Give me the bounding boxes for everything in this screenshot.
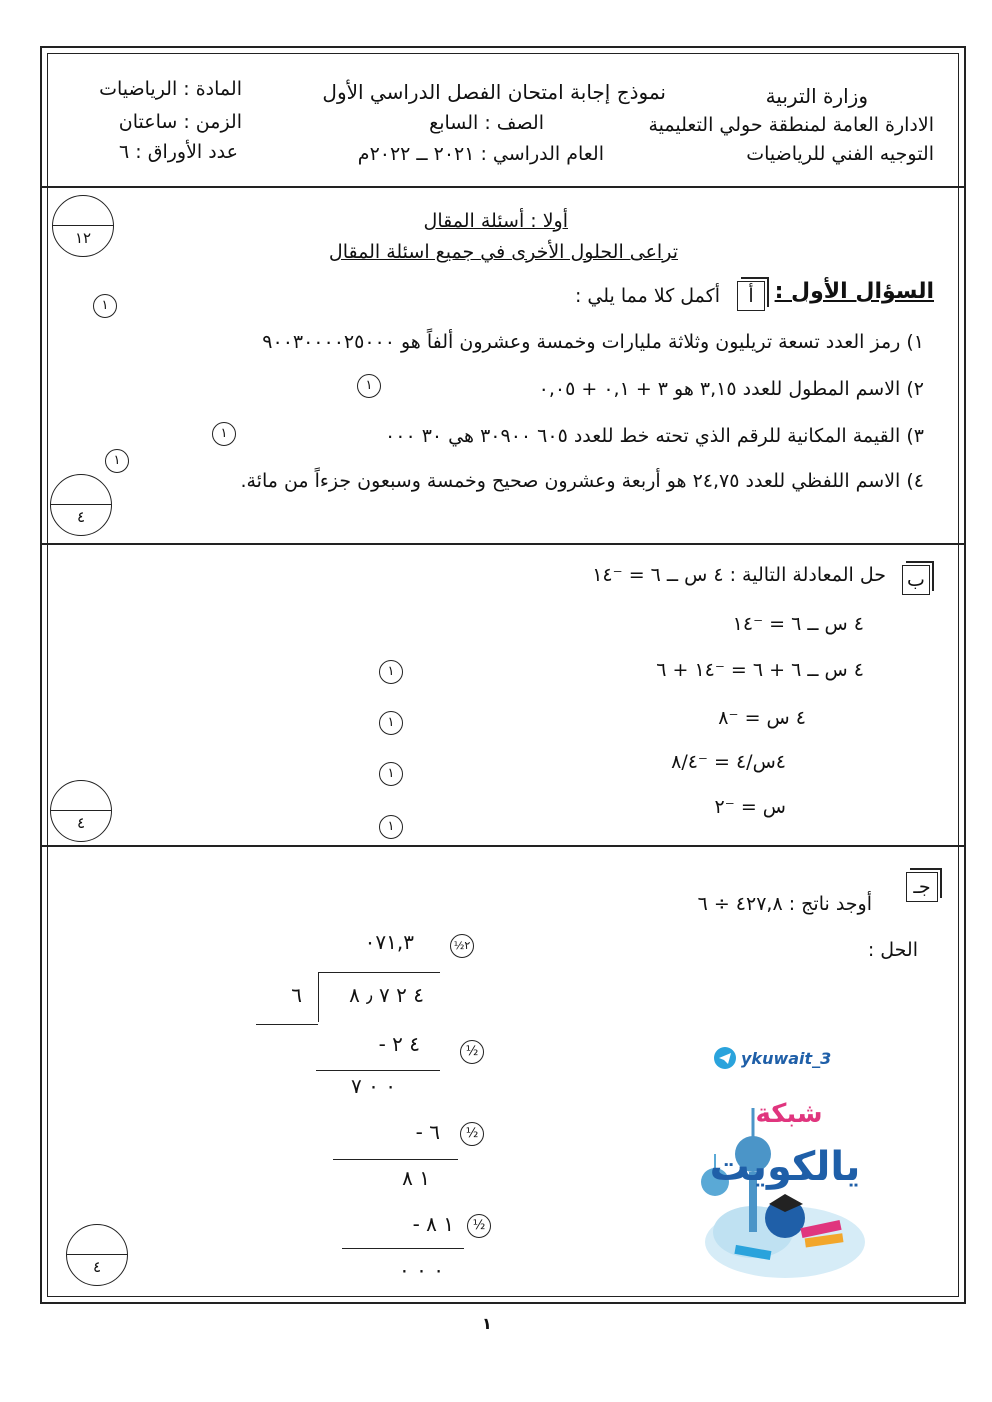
division-quotient: ٠٧١,٣ bbox=[364, 930, 414, 954]
part-a-score-value: ٤ bbox=[76, 508, 86, 526]
part-b-mark-1: ١ bbox=[379, 660, 403, 684]
part-c-mark-3: ½ bbox=[460, 1122, 484, 1146]
part-b-divider bbox=[40, 845, 966, 847]
division-line-1 bbox=[316, 1070, 440, 1071]
division-row-4: ١ ٨ bbox=[402, 1166, 430, 1190]
header-exam-title: نموذج إجابة امتحان الفصل الدراسي الأول bbox=[322, 80, 666, 104]
part-a-item-2: ٢) الاسم المطول للعدد ٣,١٥ هو ٣ + ٠,١ + ٠,٠٥ bbox=[538, 378, 924, 400]
part-a-item-4: ٤) الاسم اللفظي للعدد ٢٤,٧٥ هو أربعة وعشرون صحيح وخمسة وسبعون جزءاً من مائة. bbox=[240, 470, 924, 492]
part-b-box: ب bbox=[902, 565, 930, 595]
header-pages: عدد الأوراق : ٦ bbox=[119, 141, 238, 163]
division-row-6: ٠ ٠ ٠ bbox=[399, 1258, 444, 1282]
header-supervision: التوجيه الفني للرياضيات bbox=[746, 143, 934, 165]
ykuwait-logo bbox=[693, 1042, 875, 1282]
part-b-score-value: ٤ bbox=[76, 814, 86, 832]
division-divisor: ٦ bbox=[291, 983, 302, 1007]
logo-brand-top: شبكة bbox=[755, 1099, 823, 1129]
part-a-mark-3: ١ bbox=[212, 422, 236, 446]
division-row-2: ٠ ٠ ٧ bbox=[351, 1074, 396, 1098]
header-divider bbox=[40, 186, 966, 188]
division-line-2 bbox=[333, 1159, 458, 1160]
part-a-item-3: ٣) القيمة المكانية للرقم الذي تحته خط للعدد ٦٠٥ ٣٠٩٠٠ هي ٣٠ ٠٠٠ bbox=[385, 425, 924, 447]
division-row-5: ١ ٨ - bbox=[412, 1212, 454, 1236]
section-title: أولا : أسئلة المقال bbox=[423, 210, 568, 232]
part-a-score bbox=[50, 474, 112, 536]
part-c-solution-label: الحل : bbox=[867, 939, 918, 961]
logo-brand-main: يالكويت bbox=[709, 1144, 861, 1190]
part-c-mark-2: ½ bbox=[460, 1040, 484, 1064]
part-c-score-value: ٤ bbox=[92, 1258, 102, 1276]
header-directorate: الادارة العامة لمنطقة حولي التعليمية bbox=[648, 114, 934, 136]
part-a-box: أ bbox=[737, 281, 765, 311]
header-grade: الصف : السابع bbox=[429, 112, 544, 134]
part-c-mark-4: ½ bbox=[467, 1214, 491, 1238]
header-year: العام الدراسي : ٢٠٢١ ــ ٢٠٢٢م bbox=[357, 143, 604, 165]
ykuwait-logo-graphic bbox=[693, 1042, 875, 1282]
part-b-step-2: ٤ س ــ ٦ + ٦ = ⁻١٤ + ٦ bbox=[656, 659, 864, 681]
part-c-instruction: أوجد ناتج : ٤٢٧,٨ ÷ ٦ bbox=[697, 893, 872, 915]
division-row-1: ٤ ٢ - bbox=[378, 1032, 420, 1056]
part-c-mark-1: ٢½ bbox=[450, 934, 474, 958]
part-b-mark-3: ١ bbox=[379, 762, 403, 786]
header-subject: المادة : الرياضيات bbox=[99, 78, 242, 100]
part-b-mark-2: ١ bbox=[379, 711, 403, 735]
part-b-score bbox=[50, 780, 112, 842]
header-ministry: وزارة التربية bbox=[765, 84, 868, 108]
part-a-divider bbox=[40, 543, 966, 545]
part-a-mark-2: ١ bbox=[357, 374, 381, 398]
section-note: تراعى الحلول الأخرى في جميع اسئلة المقال bbox=[328, 241, 678, 263]
division-row-3: ٦ - bbox=[415, 1120, 440, 1144]
division-bracket-side bbox=[318, 972, 319, 1022]
part-a-item-1: ١) رمز العدد تسعة تريليون وثلاثة مليارات وخمسة وعشرون ألفاً هو ٩٠٠٣٠٠٠٠٢٥٠٠٠ bbox=[262, 331, 924, 353]
part-b-instruction: حل المعادلة التالية : ٤ س ــ ٦ = ⁻١٤ bbox=[592, 564, 886, 586]
division-line-3 bbox=[342, 1248, 464, 1249]
division-short-line bbox=[256, 1024, 318, 1025]
part-c-score bbox=[66, 1224, 128, 1286]
logo-handle: ykuwait_3 bbox=[741, 1049, 832, 1068]
header-time: الزمن : ساعتان bbox=[118, 111, 242, 133]
part-a-instruction: أكمل كلا مما يلي : bbox=[574, 285, 720, 307]
part-b-step-1: ٤ س ــ ٦ = ⁻١٤ bbox=[732, 613, 864, 635]
part-c-box: جـ bbox=[906, 872, 938, 902]
part-a-mark-1: ١ bbox=[93, 294, 117, 318]
question-one-label: السؤال الأول : bbox=[774, 279, 934, 304]
part-a-mark-4: ١ bbox=[105, 449, 129, 473]
page-number: ١ bbox=[482, 1314, 492, 1333]
section-total-score bbox=[52, 195, 114, 257]
division-bracket-top bbox=[318, 972, 440, 973]
division-dividend: ٤ ٢ ٧ ٫ ٨ bbox=[349, 983, 424, 1007]
part-b-step-3: ٤ س = ⁻٨ bbox=[718, 707, 806, 729]
part-b-step-5: س = ⁻٢ bbox=[714, 796, 786, 818]
section-total-score-value: ١٢ bbox=[74, 229, 92, 247]
part-b-step-4: ٤س/٤ = ⁻٨/٤ bbox=[671, 751, 786, 773]
part-b-mark-4: ١ bbox=[379, 815, 403, 839]
